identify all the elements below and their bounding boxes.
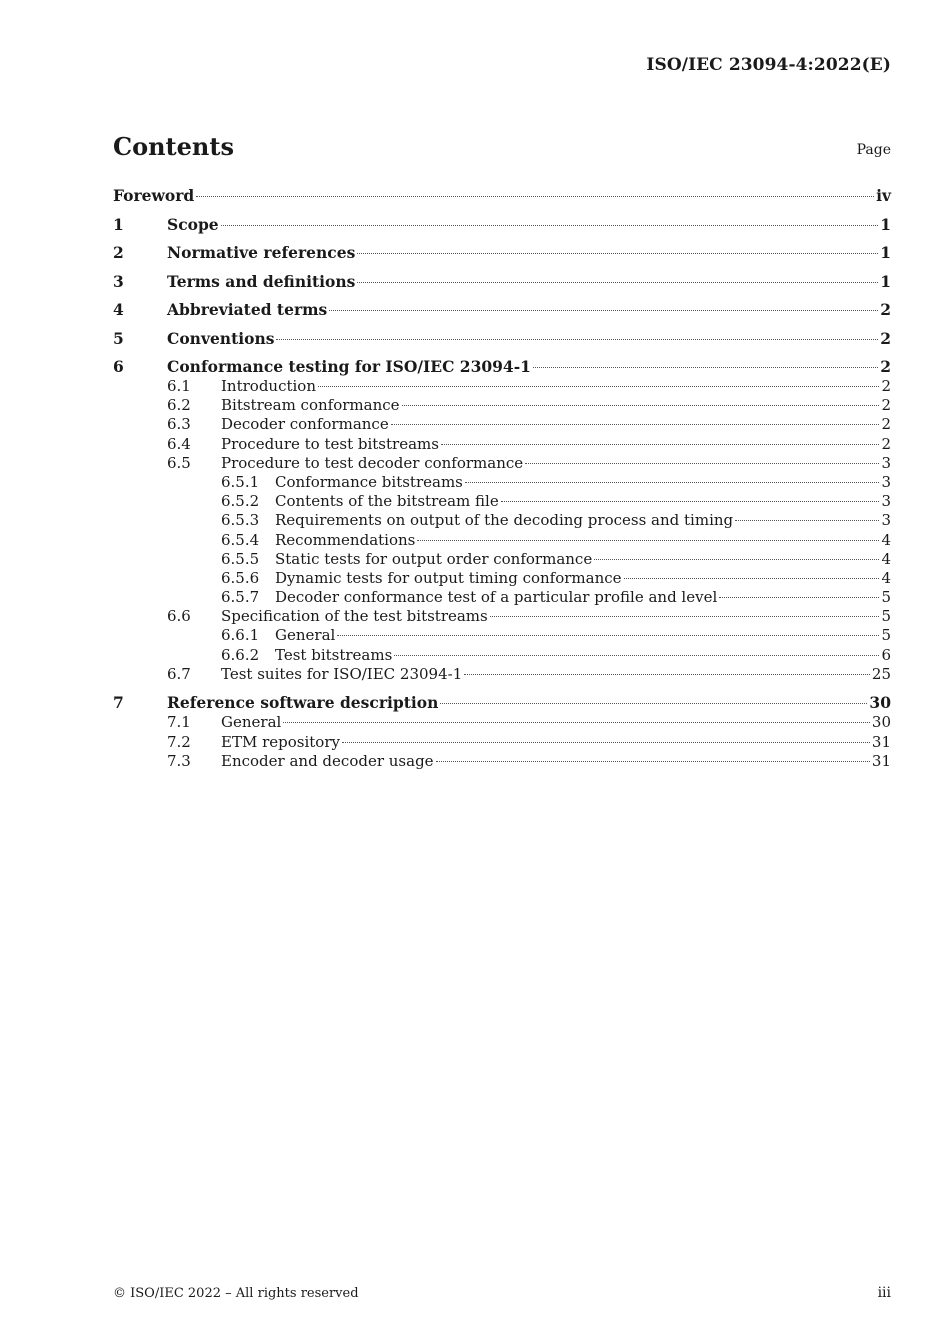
toc-entry-page: 3 — [881, 492, 891, 511]
toc-entry-title: General — [221, 713, 282, 732]
toc-entry-page: 30 — [871, 713, 891, 732]
toc-entry[interactable] — [113, 473, 891, 492]
toc-entry-number: 7.3 — [167, 751, 191, 770]
toc-entry[interactable] — [113, 531, 891, 550]
toc-leader-dots — [337, 635, 879, 636]
toc-leader-dots — [394, 655, 879, 656]
toc-entry-page: 2 — [881, 377, 891, 395]
toc-entry-title: Scope — [167, 214, 219, 234]
toc-entry-page: 5 — [881, 607, 891, 626]
toc-entry-page: 2 — [881, 434, 891, 453]
toc-entry-title: Specification of the test bitstreams — [221, 607, 488, 626]
toc-entry-number: 6.5.2 — [221, 492, 260, 511]
toc-entry-title: Foreword — [113, 186, 195, 205]
toc-entry-title: Introduction — [221, 377, 316, 395]
toc-leader-dots — [735, 520, 879, 521]
toc-entry-title: General — [275, 626, 336, 645]
toc-leader-dots — [533, 367, 878, 368]
toc-entry-title: Encoder and decoder usage — [221, 751, 434, 770]
toc-entry[interactable] — [113, 607, 891, 626]
toc-entry-page: 5 — [881, 588, 891, 607]
toc-entry-number: 6.5.4 — [221, 530, 260, 549]
toc-entry[interactable] — [113, 550, 891, 569]
toc-entry-page: 31 — [871, 732, 891, 751]
toc-entry-page: 2 — [880, 300, 891, 319]
toc-leader-dots — [464, 674, 870, 675]
toc-leader-dots — [719, 597, 879, 598]
toc-entry-number: 6.7 — [167, 664, 191, 683]
toc-entry-number: 6.6.2 — [221, 645, 260, 664]
toc-entry-page: 3 — [881, 453, 891, 472]
toc-entry-number: 6.5.7 — [221, 588, 260, 607]
toc-entry-page: 4 — [881, 568, 891, 587]
toc-entry-page: 2 — [880, 357, 891, 376]
toc-entry-title: Conformance bitstreams — [275, 472, 463, 491]
toc-entry[interactable] — [113, 569, 891, 588]
toc-entry-page: 6 — [881, 645, 891, 664]
toc-entry-number: 6.6 — [167, 607, 191, 626]
toc-entry-page: 2 — [881, 396, 891, 415]
toc-entry-number: 6 — [113, 357, 124, 376]
toc-entry-number: 6.3 — [167, 415, 191, 434]
toc-leader-dots — [624, 578, 880, 579]
toc-entry[interactable] — [113, 511, 891, 530]
toc-entry-title: Conformance testing for ISO/IEC 23094-1 — [167, 357, 531, 376]
toc-entry-number: 7.1 — [167, 713, 191, 732]
toc-leader-dots — [357, 253, 878, 254]
toc-entry[interactable] — [113, 693, 891, 713]
toc-leader-dots — [357, 282, 878, 283]
toc-leader-dots — [465, 482, 880, 483]
toc-entry-title: Decoder conformance — [221, 415, 389, 434]
toc-entry-number: 4 — [113, 300, 124, 319]
document-id: ISO/IEC 23094-4:2022(E) — [646, 55, 891, 75]
toc-entry[interactable] — [113, 435, 891, 454]
toc-entry-number: 3 — [113, 271, 124, 291]
toc-entry[interactable] — [113, 454, 891, 473]
toc-entry-title: Static tests for output order conformance — [275, 549, 593, 568]
toc-entry-page: 2 — [880, 328, 891, 348]
toc-entry-number: 6.5.3 — [221, 511, 260, 530]
toc-entry-title: Bitstream conformance — [221, 396, 400, 415]
toc-entry[interactable] — [113, 186, 891, 215]
table-of-contents — [113, 186, 891, 780]
toc-entry-title: Requirements on output of the decoding process and timing — [275, 511, 734, 530]
toc-entry-page: 3 — [881, 472, 891, 491]
toc-entry[interactable] — [113, 588, 891, 607]
toc-entry-title: Test bitstreams — [275, 645, 393, 664]
toc-leader-dots — [594, 559, 879, 560]
toc-leader-dots — [342, 742, 870, 743]
toc-entry-title: Test suites for ISO/IEC 23094-1 — [221, 664, 463, 683]
toc-entry-page: 31 — [871, 751, 891, 770]
toc-leader-dots — [402, 405, 880, 406]
toc-entry-title: Dynamic tests for output timing conformance — [275, 568, 622, 587]
toc-entry-title: Contents of the bitstream file — [275, 492, 499, 511]
toc-entry[interactable] — [113, 272, 891, 301]
toc-entry-title: Normative references — [167, 243, 356, 262]
copyright-notice: © ISO/IEC 2022 – All rights reserved — [113, 1286, 359, 1301]
toc-entry-page: 25 — [871, 664, 891, 683]
toc-entry-number: 6.5.6 — [221, 568, 260, 587]
toc-leader-dots — [276, 339, 878, 340]
toc-entry[interactable] — [113, 626, 891, 645]
toc-entry-page: 4 — [881, 549, 891, 568]
toc-leader-dots — [318, 386, 879, 387]
toc-entry[interactable] — [113, 752, 891, 781]
toc-entry[interactable] — [113, 357, 891, 377]
toc-entry[interactable] — [113, 733, 891, 752]
toc-leader-dots — [391, 424, 880, 425]
toc-entry[interactable] — [113, 215, 891, 244]
toc-entry[interactable] — [113, 377, 891, 396]
toc-entry-title: Conventions — [167, 328, 275, 348]
toc-leader-dots — [417, 540, 879, 541]
toc-entry-number: 5 — [113, 328, 124, 348]
toc-entry-number: 1 — [113, 214, 124, 234]
toc-entry-number: 6.1 — [167, 377, 191, 395]
toc-entry-page: 30 — [869, 693, 891, 713]
toc-entry-number: 6.5.1 — [221, 472, 260, 491]
toc-entry-number: 7.2 — [167, 732, 191, 751]
toc-entry[interactable] — [113, 665, 891, 694]
toc-entry[interactable] — [113, 329, 891, 358]
toc-entry[interactable] — [113, 300, 891, 329]
toc-leader-dots — [490, 616, 880, 617]
toc-entry-page: 1 — [880, 243, 891, 262]
toc-entry-title: Procedure to test bitstreams — [221, 434, 439, 453]
toc-entry[interactable] — [113, 492, 891, 511]
toc-entry-number: 2 — [113, 243, 124, 262]
toc-leader-dots — [221, 225, 879, 226]
toc-entry-number: 6.2 — [167, 396, 191, 415]
toc-entry-page: iv — [876, 186, 891, 205]
toc-leader-dots — [436, 761, 870, 762]
page-number: iii — [877, 1285, 891, 1301]
toc-entry[interactable] — [113, 713, 891, 732]
toc-entry[interactable] — [113, 243, 891, 272]
toc-entry-title: Abbreviated terms — [167, 300, 328, 319]
page-column-label: Page — [856, 142, 891, 158]
toc-entry-page: 1 — [880, 271, 891, 291]
toc-entry-page: 5 — [881, 626, 891, 645]
toc-entry-number: 6.4 — [167, 434, 191, 453]
contents-title: Contents — [113, 132, 234, 161]
toc-leader-dots — [525, 463, 879, 464]
toc-leader-dots — [283, 722, 870, 723]
toc-entry[interactable] — [113, 415, 891, 434]
toc-entry-page: 1 — [880, 214, 891, 234]
toc-entry-number: 6.5.5 — [221, 549, 260, 568]
toc-entry-page: 4 — [881, 530, 891, 549]
toc-leader-dots — [329, 310, 878, 311]
toc-leader-dots — [440, 703, 867, 704]
toc-entry-title: ETM repository — [221, 732, 340, 751]
toc-leader-dots — [501, 501, 880, 502]
toc-entry-title: Terms and definitions — [167, 271, 356, 291]
toc-entry-page: 3 — [881, 511, 891, 530]
toc-entry[interactable] — [113, 396, 891, 415]
toc-entry[interactable] — [113, 646, 891, 665]
toc-entry-page: 2 — [881, 415, 891, 434]
toc-entry-number: 7 — [113, 693, 124, 713]
toc-entry-title: Recommendations — [275, 530, 416, 549]
toc-entry-title: Decoder conformance test of a particular profile and level — [275, 588, 718, 607]
toc-entry-number: 6.6.1 — [221, 626, 260, 645]
toc-entry-number: 6.5 — [167, 453, 191, 472]
toc-entry-title: Reference software description — [167, 693, 439, 713]
toc-leader-dots — [196, 196, 874, 197]
toc-leader-dots — [441, 444, 880, 445]
toc-entry-title: Procedure to test decoder conformance — [221, 453, 524, 472]
